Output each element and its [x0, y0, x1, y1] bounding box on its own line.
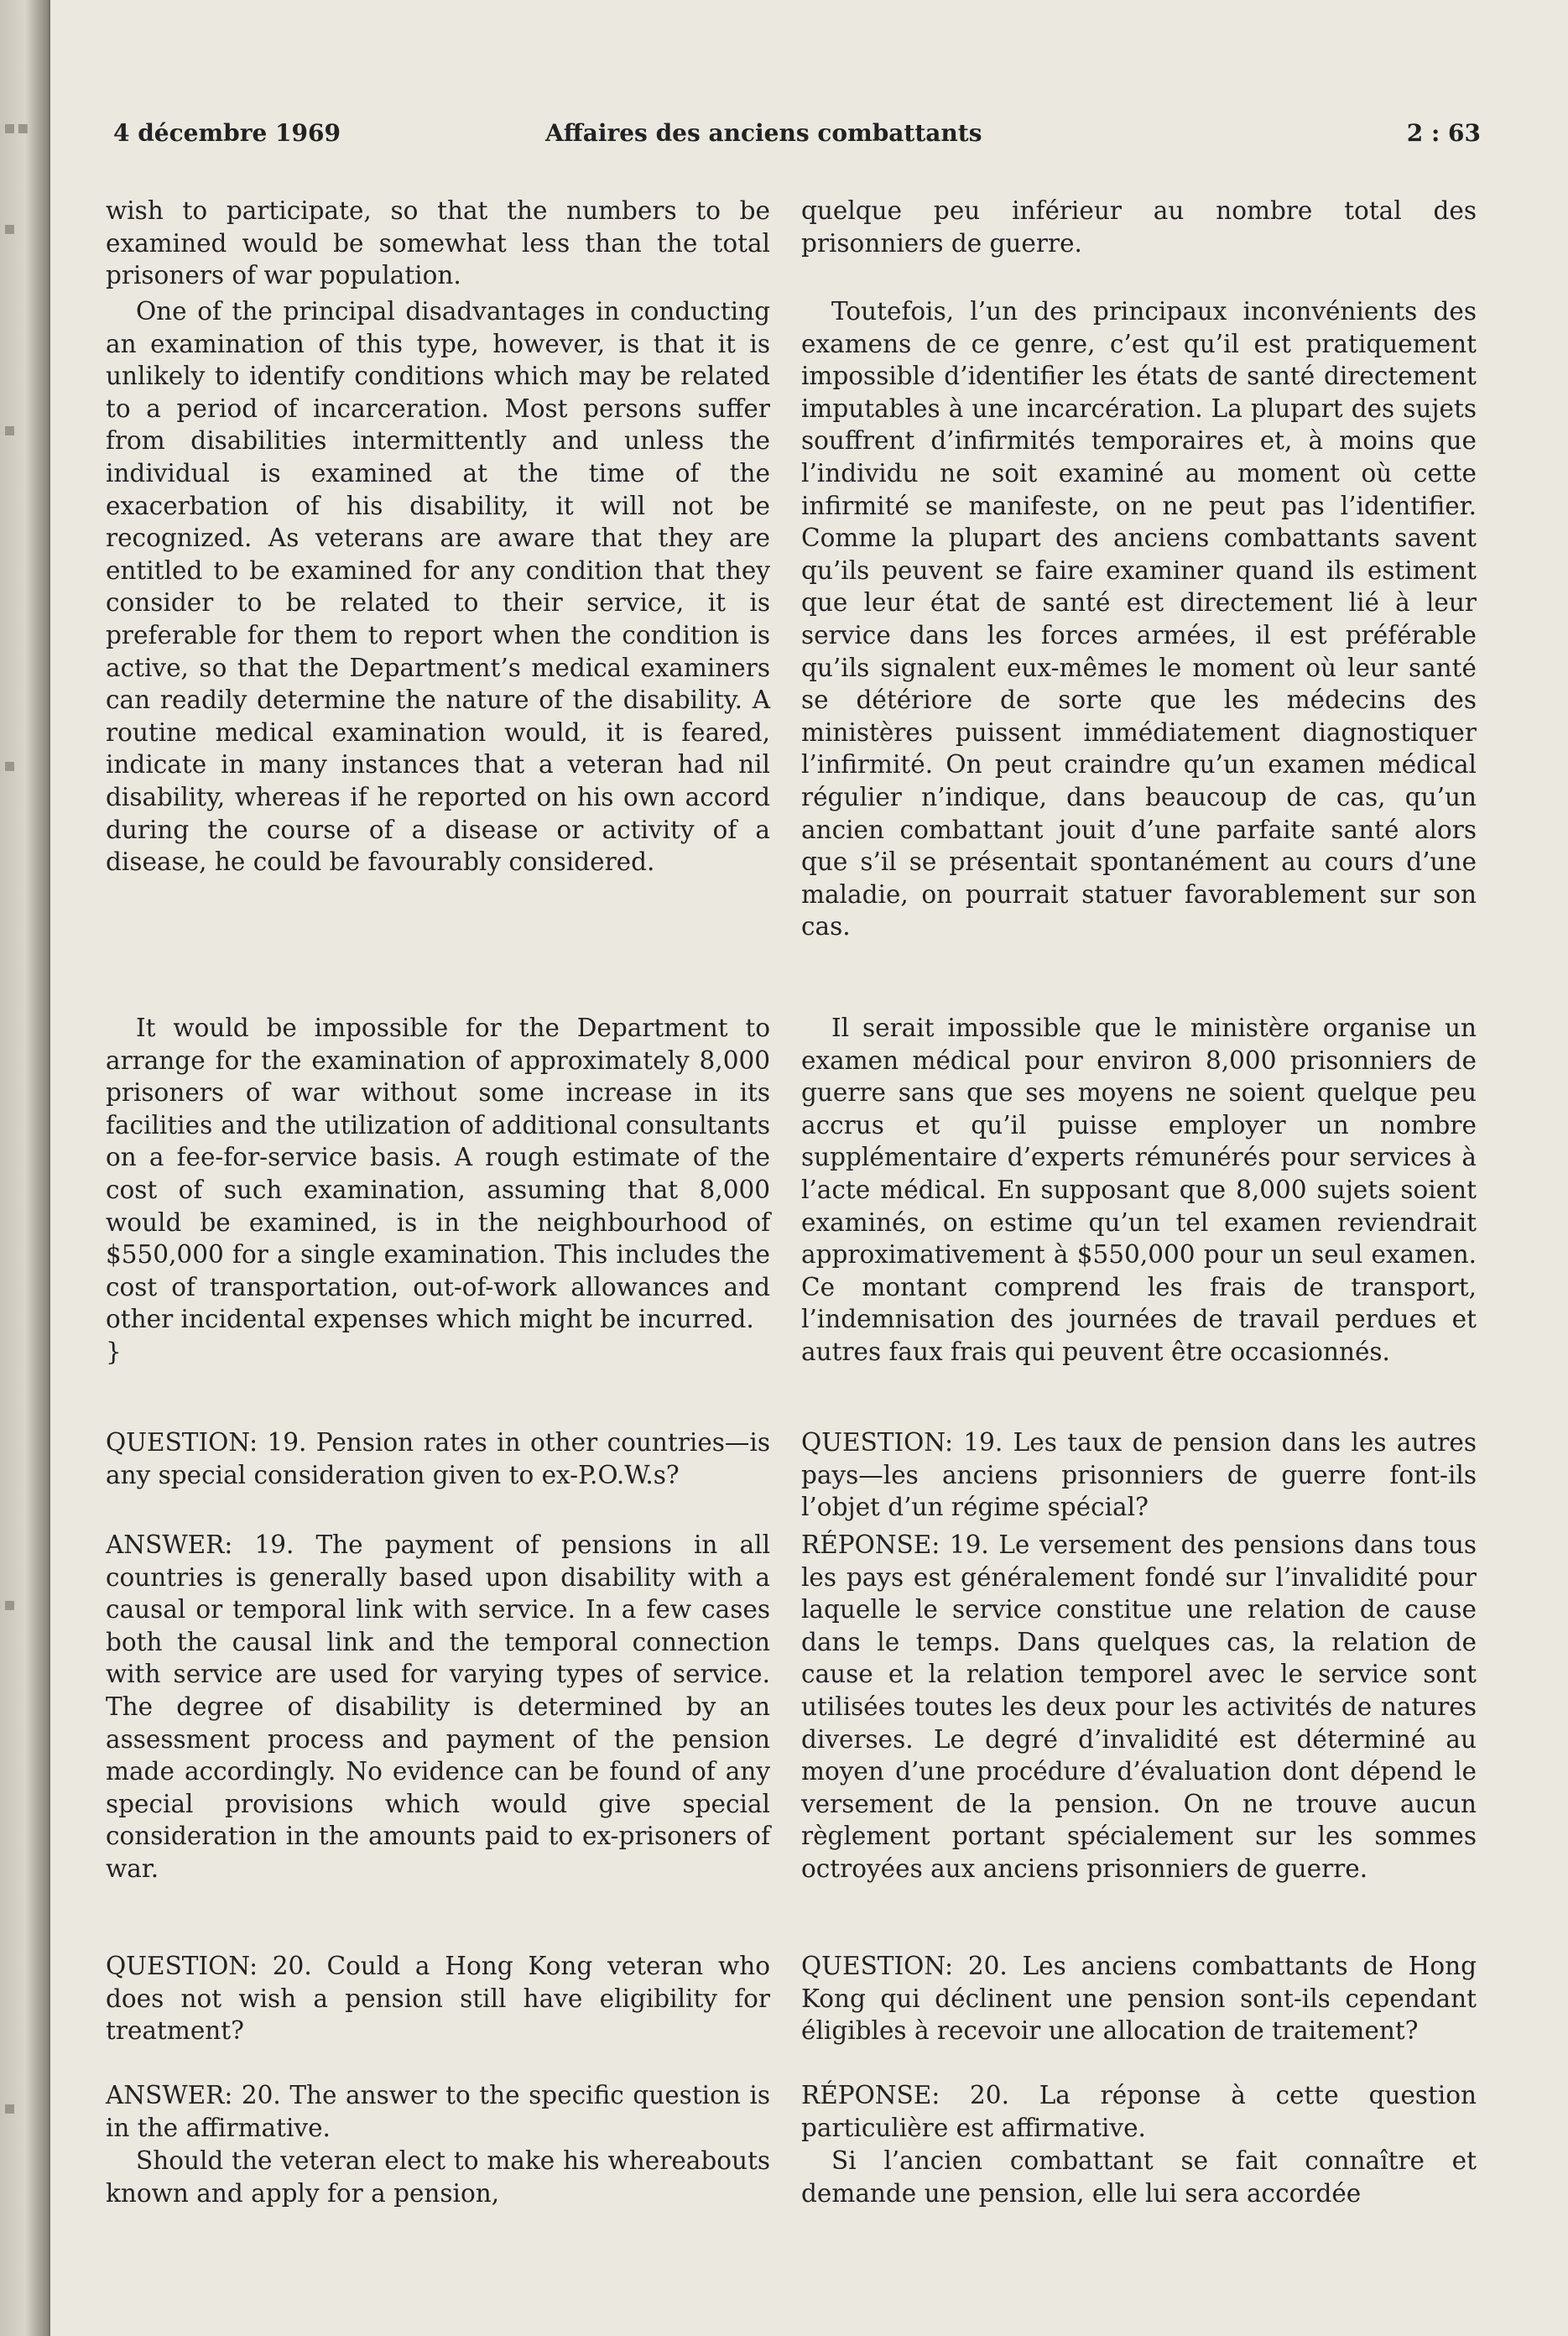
fr-paragraph-4: Si l’ancien combattant se fait connaître et demande une pension, elle lui sera accordée	[801, 2146, 1477, 2208]
english-column: wish to participate, so that the numbers to be examined would be somewhat less than the total prisoners of war population. One of the principal disadvantages in conducting an examination of this type, however, is that it is unlikely to identify conditions which may be related to a period of incarceration. Most persons suffer from disabilities intermittently and unless the individual is examined at the time of the exacerbation of his disability, it will not be recognized. As veterans are aware that they are entitled to be examined for any condition that they consider to be related to their service, it is preferable for them to report when the condition is active, so that the Department’s medical examiners can readily determine the nature of the disability. A routine medical examination would, it is feared, indicate in many instances that a veteran had nil disability, whereas if he reported on his own accord during the course of a disease or activity of a disease, he could be favourably considered. It would be impossible for the Department to arrange for the examination of approximately 8,000 prisoners of war without some increase in its facilities and the utilization of additional consultants on a fee-for-service basis. A rough estimate of the cost of such examination, assuming that 8,000 would be examined, is in the neighbourhood of $550,000 for a single examination. This includes the cost of transportation, out-of-work allowances and other incidental expenses which might be incurred. } QUESTION: 19. Pension rates in other countries—is any special consideration given to ex-P.O.W.s? ANSWER: 19. The payment of pensions in all countries is generally based upon disability with a causal or temporal link with service. In a few cases both the causal link and the temporal connection with service are used for varying types of service. The degree of disability is determined by an assessment process and payment of the pension made accordingly. No evidence can be found of any special provisions which would give special consideration in the amounts paid to ex-prisoners of war. QUESTION: 20. Could a Hong Kong veteran who does not wish a pension still have eligibility for treatment? ANSWER: 20. The answer to the specific question is in the affirmative. Should the veteran elect to make his whereabouts known and apply for a pension,	[106, 195, 770, 2225]
en-question-20: QUESTION: 20. Could a Hong Kong veteran who does not wish a pension still have eligibility for treatment?	[106, 1952, 770, 2046]
fr-question-20: QUESTION: 20. Les anciens combattants de Hong Kong qui déclinent une pension sont-ils cependant éligibles à recevoir une allocation de traitement?	[801, 1952, 1477, 2046]
bleed-through-mark: ▪▪	[3, 117, 30, 138]
bleed-through-mark: ▪	[3, 420, 17, 441]
bleed-through-mark: ▪	[3, 1594, 17, 1615]
bleed-through-mark: ▪	[3, 218, 17, 239]
fr-paragraph-1: quelque peu inférieur au nombre total des prisonniers de guerre.	[801, 196, 1477, 258]
fr-paragraph-2: Toutefois, l’un des principaux inconvénients des examens de ce genre, c’est qu’il est pratiquement impossible d’identifier les états de santé directement imputables à une incarcération. La plupart des sujets souffrent d’infirmités temporaires et, à moins que l’individu ne soit examiné au moment où cette infirmité se manifeste, on ne peut pas l’identifier. Comme la plupart des anciens combattants savent qu’ils peuvent se faire examiner quand ils estiment que leur état de santé est directement lié à leur service dans les forces armées, il est préférable qu’ils signalent eux-mêmes le moment où leur santé se détériore de sorte que les médecins des ministères puissent immédiatement diagnostiquer l’infirmité. On peut craindre qu’un examen médical régulier n’indique, dans beaucoup de cas, qu’un ancien combattant jouit d’une parfaite santé alors que s’il se présentait spontanément au cours d’une maladie, on pourrait statuer favorablement sur son cas.	[801, 297, 1477, 941]
en-answer-19: ANSWER: 19. The payment of pensions in all countries is generally based upon disability with a causal or temporal link with service. In a few cases both the causal link and the temporal connection with service are used for varying types of service. The degree of disability is determined by an assessment process and payment of the pension made accordingly. No evidence can be found of any special provisions which would give special consideration in the amounts paid to ex-prisoners of war.	[106, 1530, 770, 1883]
binding-gutter	[0, 0, 50, 2336]
en-answer-20: ANSWER: 20. The answer to the specific question is in the affirmative.	[106, 2081, 770, 2142]
fr-paragraph-3: Il serait impossible que le ministère organise un examen médical pour environ 8,000 prisonniers de guerre sans que ses moyens ne soient quelque peu accrus et qu’il puisse employer un nombre supplémentaire d’experts rémunérés pour services à l’acte médical. En supposant que 8,000 sujets soient examinés, on estime qu’un tel examen reviendrait approximativement à $550,000 pour un seul examen. Ce montant comprend les frais de transport, l’indemnisation des journées de travail perdues et autres faux frais qui peuvent être occasionnés.	[801, 1014, 1477, 1366]
bleed-through-mark: ▪	[3, 755, 17, 776]
en-paragraph-3: It would be impossible for the Department to arrange for the examination of approximately 8,000 prisoners of war without some increase in its facilities and the utilization of additional consultants on a fee-for-service basis. A rough estimate of the cost of such examination, assuming that 8,000 would be examined, is in the neighbourhood of $550,000 for a single examination. This includes the cost of transportation, out-of-work allowances and other incidental expenses which might be incurred.	[106, 1014, 770, 1334]
header-date: 4 décembre 1969	[113, 119, 341, 147]
bleed-through-mark: ▪	[3, 2098, 17, 2119]
en-paragraph-1: wish to participate, so that the numbers to be examined would be somewhat less than the total prisoners of war population.	[106, 196, 770, 290]
header-title: Affaires des anciens combattants	[545, 119, 982, 147]
en-paragraph-4: Should the veteran elect to make his whereabouts known and apply for a pension,	[106, 2146, 770, 2208]
fr-question-19: QUESTION: 19. Les taux de pension dans les autres pays—les anciens prisonniers de guerre font-ils l’objet d’un régime spécial?	[801, 1428, 1477, 1522]
header-page-number: 2 : 63	[1406, 119, 1481, 147]
fr-answer-19: RÉPONSE: 19. Le versement des pensions dans tous les pays est généralement fondé sur l’invalidité pour laquelle le service constitue une relation de cause dans le temps. Dans quelques cas, la relation de cause et la relation temporel avec le service sont utilisées toutes les deux pour les activités de natures diverses. Le degré d’invalidité est déterminé au moyen d’une procédure d’évaluation dont dépend le versement de la pension. On ne trouve aucun règlement portant spécialement sur les sommes octroyées aux anciens prisonniers de guerre.	[801, 1530, 1477, 1883]
en-question-19: QUESTION: 19. Pension rates in other countries—is any special consideration given to ex-P.O.W.s?	[106, 1428, 770, 1489]
running-header	[113, 119, 1481, 161]
en-paragraph-2: One of the principal disadvantages in conducting an examination of this type, however, is that it is unlikely to identify conditions which may be related to a period of incarceration. Most persons suffer from disabilities intermittently and unless the individual is examined at the time of the exacerbation of his disability, it will not be recognized. As veterans are aware that they are entitled to be examined for any condition that they consider to be related to their service, it is preferable for them to report when the condition is active, so that the Department’s medical examiners can readily determine the nature of the disability. A routine medical examination would, it is feared, indicate in many instances that a veteran had nil disability, whereas if he reported on his own accord during the course of a disease or activity of a disease, he could be favourably considered.	[106, 297, 770, 877]
french-column	[801, 195, 1477, 2225]
fr-answer-20: RÉPONSE: 20. La réponse à cette question particulière est affirmative.	[801, 2081, 1477, 2142]
